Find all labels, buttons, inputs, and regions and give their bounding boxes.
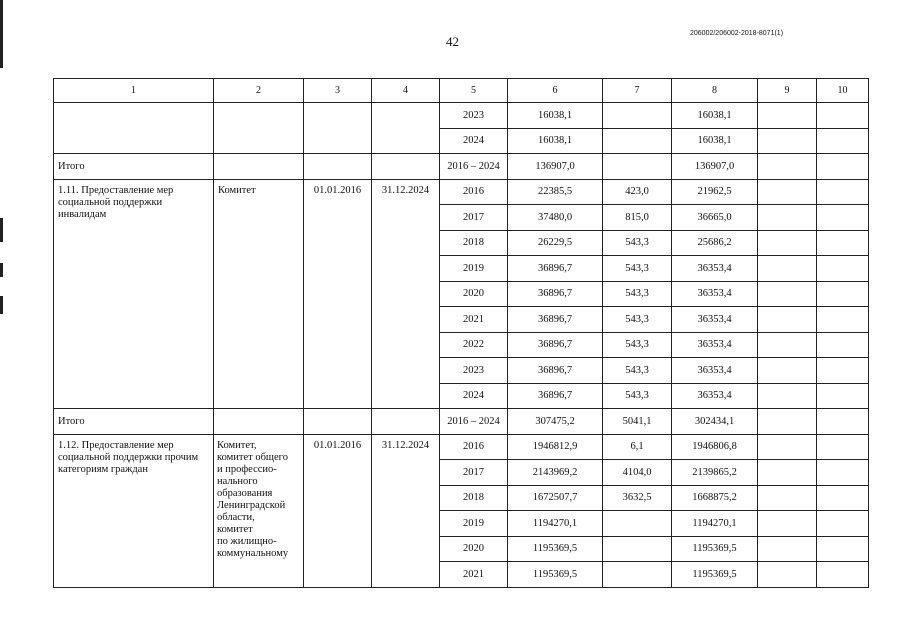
federal-cell: 5041,1 xyxy=(603,409,672,435)
federal-cell xyxy=(603,103,672,129)
empty-cell xyxy=(214,409,304,435)
total-cell: 1195369,5 xyxy=(508,562,603,588)
header-cell: 3 xyxy=(304,79,372,103)
total-cell: 22385,5 xyxy=(508,179,603,205)
document-code: 206002/206002-2018-8071(1) xyxy=(690,30,784,37)
regional-cell: 16038,1 xyxy=(672,103,758,129)
measure-name-cell: 1.11. Предоставление мер социальной поддержки инвалидам xyxy=(54,179,214,409)
year-cell: 2019 xyxy=(440,256,508,282)
total-cell: 1195369,5 xyxy=(508,536,603,562)
federal-cell: 423,0 xyxy=(603,179,672,205)
total-cell: 36896,7 xyxy=(508,281,603,307)
col9-cell xyxy=(758,409,817,435)
col10-cell xyxy=(817,536,869,562)
total-cell: 1946812,9 xyxy=(508,434,603,460)
year-cell: 2018 xyxy=(440,485,508,511)
col9-cell xyxy=(758,536,817,562)
total-cell: 36896,7 xyxy=(508,383,603,409)
executor-line: комитет общего xyxy=(217,451,288,463)
col10-cell xyxy=(817,179,869,205)
federal-cell xyxy=(603,511,672,537)
start-date-cell xyxy=(304,103,372,154)
total-cell: 36896,7 xyxy=(508,358,603,384)
total-cell: 16038,1 xyxy=(508,128,603,154)
col10-cell xyxy=(817,332,869,358)
federal-cell: 543,3 xyxy=(603,383,672,409)
federal-cell: 543,3 xyxy=(603,307,672,333)
col9-cell xyxy=(758,103,817,129)
col9-cell xyxy=(758,562,817,588)
total-cell: 16038,1 xyxy=(508,103,603,129)
year-cell: 2023 xyxy=(440,358,508,384)
col9-cell xyxy=(758,230,817,256)
col9-cell xyxy=(758,179,817,205)
regional-cell: 1194270,1 xyxy=(672,511,758,537)
period-cell: 2016 – 2024 xyxy=(440,154,508,180)
regional-cell: 36353,4 xyxy=(672,332,758,358)
total-cell: 26229,5 xyxy=(508,230,603,256)
executor-line: коммунальному xyxy=(217,547,289,559)
header-row xyxy=(54,79,869,103)
federal-cell xyxy=(603,562,672,588)
year-cell: 2020 xyxy=(440,281,508,307)
executor-line: области, xyxy=(217,511,255,523)
col10-cell xyxy=(817,281,869,307)
col10-cell xyxy=(817,358,869,384)
total-cell: 2143969,2 xyxy=(508,460,603,486)
federal-cell: 543,3 xyxy=(603,332,672,358)
regional-cell: 36353,4 xyxy=(672,383,758,409)
scan-edge-mark xyxy=(0,296,3,314)
executor-line: комитет xyxy=(217,523,253,535)
executor-line: Комитет, xyxy=(217,439,257,451)
regional-cell: 16038,1 xyxy=(672,128,758,154)
header-cell: 4 xyxy=(372,79,440,103)
col10-cell xyxy=(817,460,869,486)
empty-cell xyxy=(304,154,372,180)
empty-cell xyxy=(372,409,440,435)
regional-cell: 302434,1 xyxy=(672,409,758,435)
col10-cell xyxy=(817,485,869,511)
total-cell: 1194270,1 xyxy=(508,511,603,537)
table-row xyxy=(54,434,869,460)
table-row xyxy=(54,179,869,205)
col10-cell xyxy=(817,511,869,537)
federal-cell: 543,3 xyxy=(603,358,672,384)
header-cell: 10 xyxy=(817,79,869,103)
year-cell: 2018 xyxy=(440,230,508,256)
year-cell: 2017 xyxy=(440,460,508,486)
regional-cell: 1195369,5 xyxy=(672,536,758,562)
col10-cell xyxy=(817,562,869,588)
year-cell: 2017 xyxy=(440,205,508,231)
total-row xyxy=(54,154,869,180)
year-cell: 2020 xyxy=(440,536,508,562)
federal-cell xyxy=(603,128,672,154)
executor-line: Ленинградской xyxy=(217,499,286,511)
col9-cell xyxy=(758,281,817,307)
col9-cell xyxy=(758,332,817,358)
program-table xyxy=(53,78,869,588)
col10-cell xyxy=(817,409,869,435)
col9-cell xyxy=(758,460,817,486)
year-cell: 2024 xyxy=(440,383,508,409)
col10-cell xyxy=(817,383,869,409)
federal-cell xyxy=(603,536,672,562)
period-cell: 2016 – 2024 xyxy=(440,409,508,435)
year-cell: 2016 xyxy=(440,179,508,205)
total-cell: 37480,0 xyxy=(508,205,603,231)
federal-cell: 4104,0 xyxy=(603,460,672,486)
header-cell: 7 xyxy=(603,79,672,103)
col10-cell xyxy=(817,103,869,129)
executor-cell xyxy=(214,434,304,587)
executor-line: и профессио- xyxy=(217,463,277,475)
table-row xyxy=(54,103,869,129)
year-cell: 2021 xyxy=(440,307,508,333)
col10-cell xyxy=(817,256,869,282)
col9-cell xyxy=(758,205,817,231)
regional-cell: 36353,4 xyxy=(672,281,758,307)
total-cell: 136907,0 xyxy=(508,154,603,180)
col9-cell xyxy=(758,434,817,460)
federal-cell: 543,3 xyxy=(603,230,672,256)
scan-edge-mark xyxy=(0,0,3,68)
regional-cell: 36665,0 xyxy=(672,205,758,231)
header-cell: 5 xyxy=(440,79,508,103)
page-number: 42 xyxy=(446,34,459,49)
header-cell: 2 xyxy=(214,79,304,103)
total-label: Итого xyxy=(54,409,214,435)
executor-cell: Комитет xyxy=(214,179,304,409)
year-cell: 2019 xyxy=(440,511,508,537)
col9-cell xyxy=(758,307,817,333)
col9-cell xyxy=(758,485,817,511)
col10-cell xyxy=(817,205,869,231)
year-cell: 2016 xyxy=(440,434,508,460)
name-cell xyxy=(54,103,214,154)
empty-cell xyxy=(372,154,440,180)
regional-cell: 36353,4 xyxy=(672,358,758,384)
year-cell: 2022 xyxy=(440,332,508,358)
header-cell: 1 xyxy=(54,79,214,103)
col10-cell xyxy=(817,128,869,154)
regional-cell: 2139865,2 xyxy=(672,460,758,486)
col9-cell xyxy=(758,154,817,180)
col9-cell xyxy=(758,511,817,537)
regional-cell: 36353,4 xyxy=(672,256,758,282)
col9-cell xyxy=(758,383,817,409)
end-date-cell xyxy=(372,103,440,154)
federal-cell: 543,3 xyxy=(603,281,672,307)
regional-cell: 25686,2 xyxy=(672,230,758,256)
federal-cell xyxy=(603,154,672,180)
col10-cell xyxy=(817,434,869,460)
scan-edge-mark xyxy=(0,218,3,242)
header-cell: 6 xyxy=(508,79,603,103)
col9-cell xyxy=(758,256,817,282)
end-date-cell: 31.12.2024 xyxy=(372,179,440,409)
regional-cell: 36353,4 xyxy=(672,307,758,333)
total-cell: 307475,2 xyxy=(508,409,603,435)
total-cell: 36896,7 xyxy=(508,307,603,333)
executor-cell xyxy=(214,103,304,154)
year-cell: 2021 xyxy=(440,562,508,588)
total-cell: 1672507,7 xyxy=(508,485,603,511)
header-cell: 8 xyxy=(672,79,758,103)
col10-cell xyxy=(817,307,869,333)
federal-cell: 815,0 xyxy=(603,205,672,231)
executor-line: образования xyxy=(217,487,273,499)
col9-cell xyxy=(758,128,817,154)
empty-cell xyxy=(214,154,304,180)
regional-cell: 136907,0 xyxy=(672,154,758,180)
col9-cell xyxy=(758,358,817,384)
federal-cell: 6,1 xyxy=(603,434,672,460)
regional-cell: 1668875,2 xyxy=(672,485,758,511)
header-cell: 9 xyxy=(758,79,817,103)
start-date-cell: 01.01.2016 xyxy=(304,434,372,587)
executor-line: по жилищно- xyxy=(217,535,277,547)
year-cell: 2024 xyxy=(440,128,508,154)
total-label: Итого xyxy=(54,154,214,180)
regional-cell: 1946806,8 xyxy=(672,434,758,460)
regional-cell: 1195369,5 xyxy=(672,562,758,588)
total-row xyxy=(54,409,869,435)
regional-cell: 21962,5 xyxy=(672,179,758,205)
federal-cell: 543,3 xyxy=(603,256,672,282)
total-cell: 36896,7 xyxy=(508,332,603,358)
federal-cell: 3632,5 xyxy=(603,485,672,511)
total-cell: 36896,7 xyxy=(508,256,603,282)
measure-name-cell: 1.12. Предоставление мер социальной поддержки прочим категориям граждан xyxy=(54,434,214,587)
scan-edge-mark xyxy=(0,263,3,277)
col10-cell xyxy=(817,230,869,256)
year-cell: 2023 xyxy=(440,103,508,129)
executor-line: нального xyxy=(217,475,258,487)
end-date-cell: 31.12.2024 xyxy=(372,434,440,587)
start-date-cell: 01.01.2016 xyxy=(304,179,372,409)
empty-cell xyxy=(304,409,372,435)
col10-cell xyxy=(817,154,869,180)
